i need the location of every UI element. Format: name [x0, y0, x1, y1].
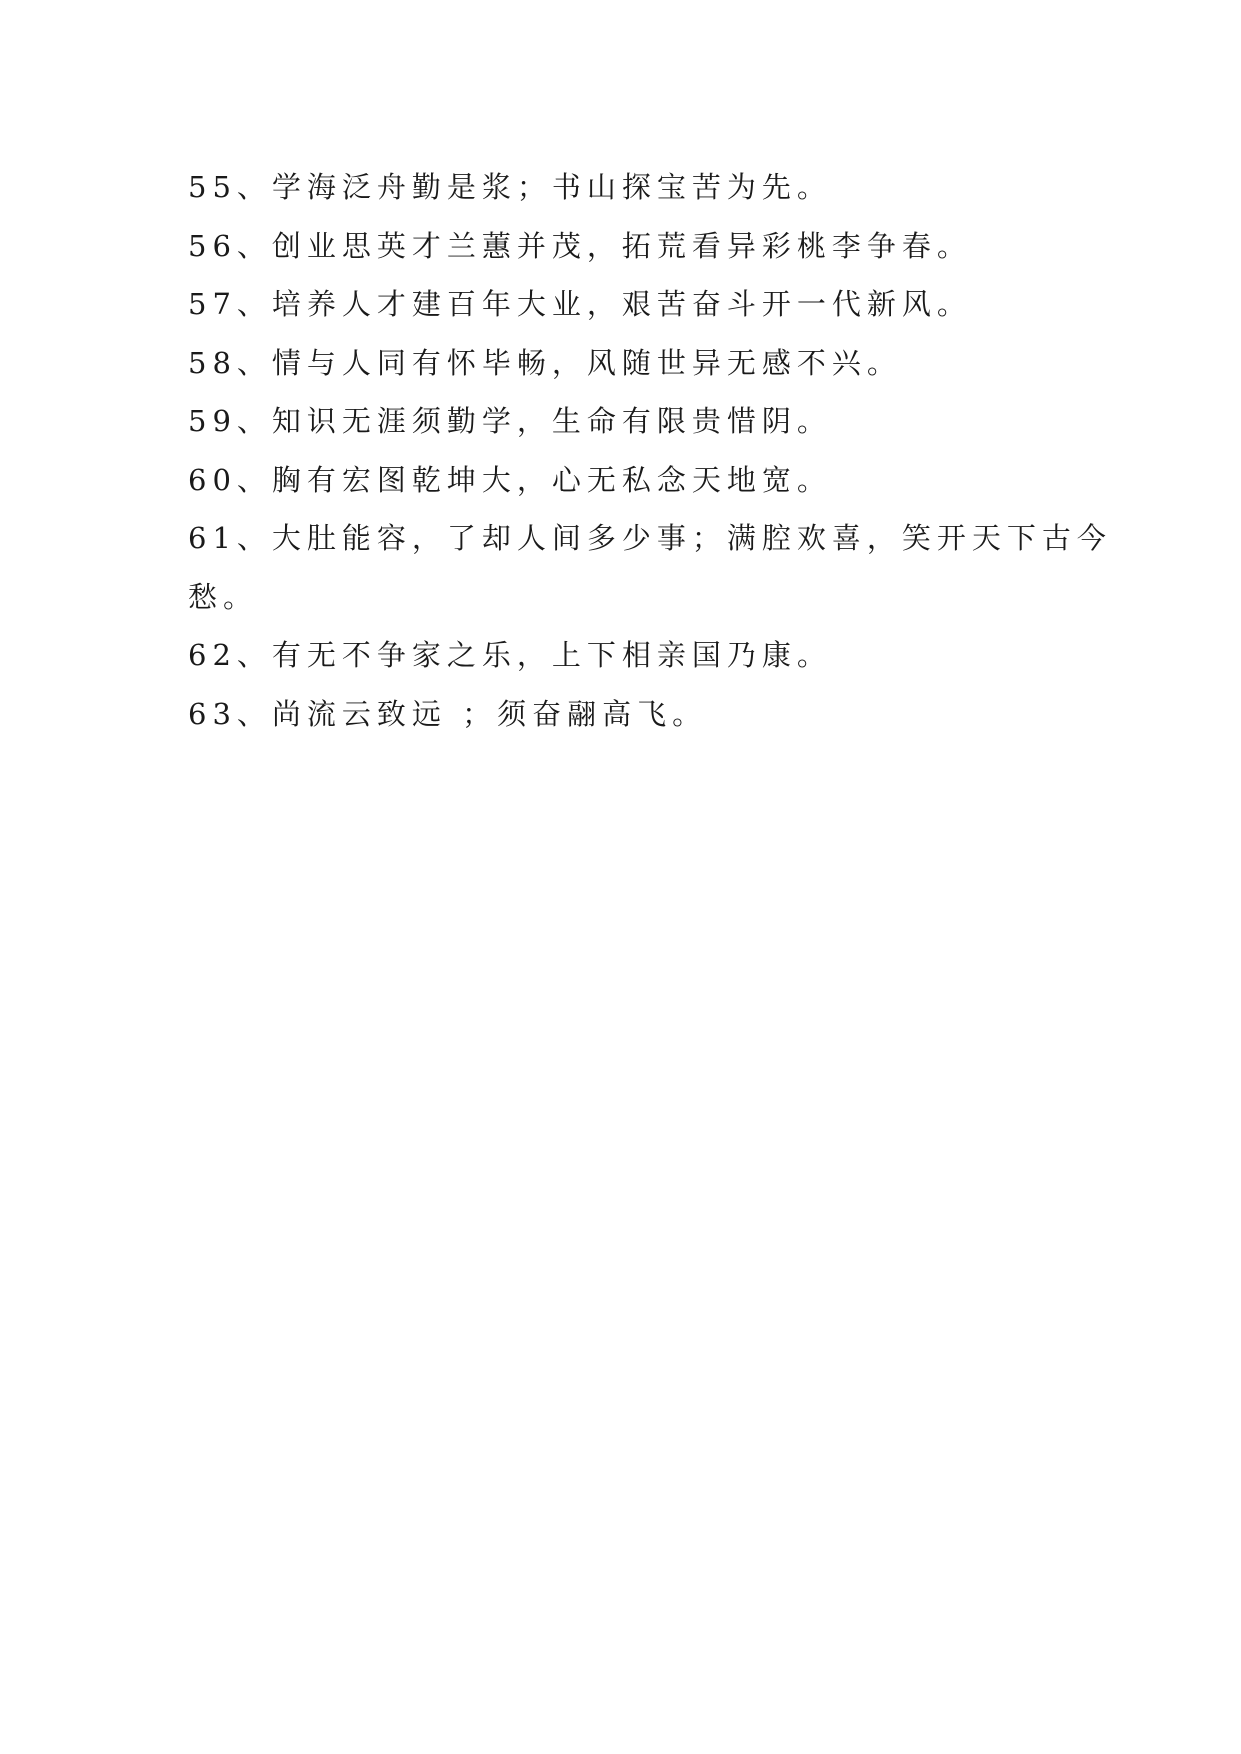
text-line: 59、知识无涯须勤学，生命有限贵惜阴。: [188, 404, 832, 438]
text-line: 60、胸有宏图乾坤大，心无私念天地宽。: [188, 462, 832, 497]
text-line: 58、情与人同有怀毕畅，风随世异无感不兴。: [188, 345, 902, 380]
text-line: 63、尚流云致远 ；须奋翮高飞。: [188, 696, 708, 731]
document-body: [188, 158, 1112, 743]
text-line: 62、有无不争家之乐，上下相亲国乃康。: [188, 638, 832, 672]
text-line: 61、大肚能容，了却人间多少事；满腔欢喜，笑开天下古今: [188, 521, 1112, 555]
text-line-continuation: 愁。: [188, 579, 259, 614]
text-line: 55、学海泛舟勤是浆；书山探宝苦为先。: [188, 170, 832, 204]
text-line: 56、创业思英才兰蕙并茂，拓荒看异彩桃李争春。: [188, 228, 972, 263]
text-line: 57、培养人才建百年大业，艰苦奋斗开一代新风。: [188, 287, 972, 321]
